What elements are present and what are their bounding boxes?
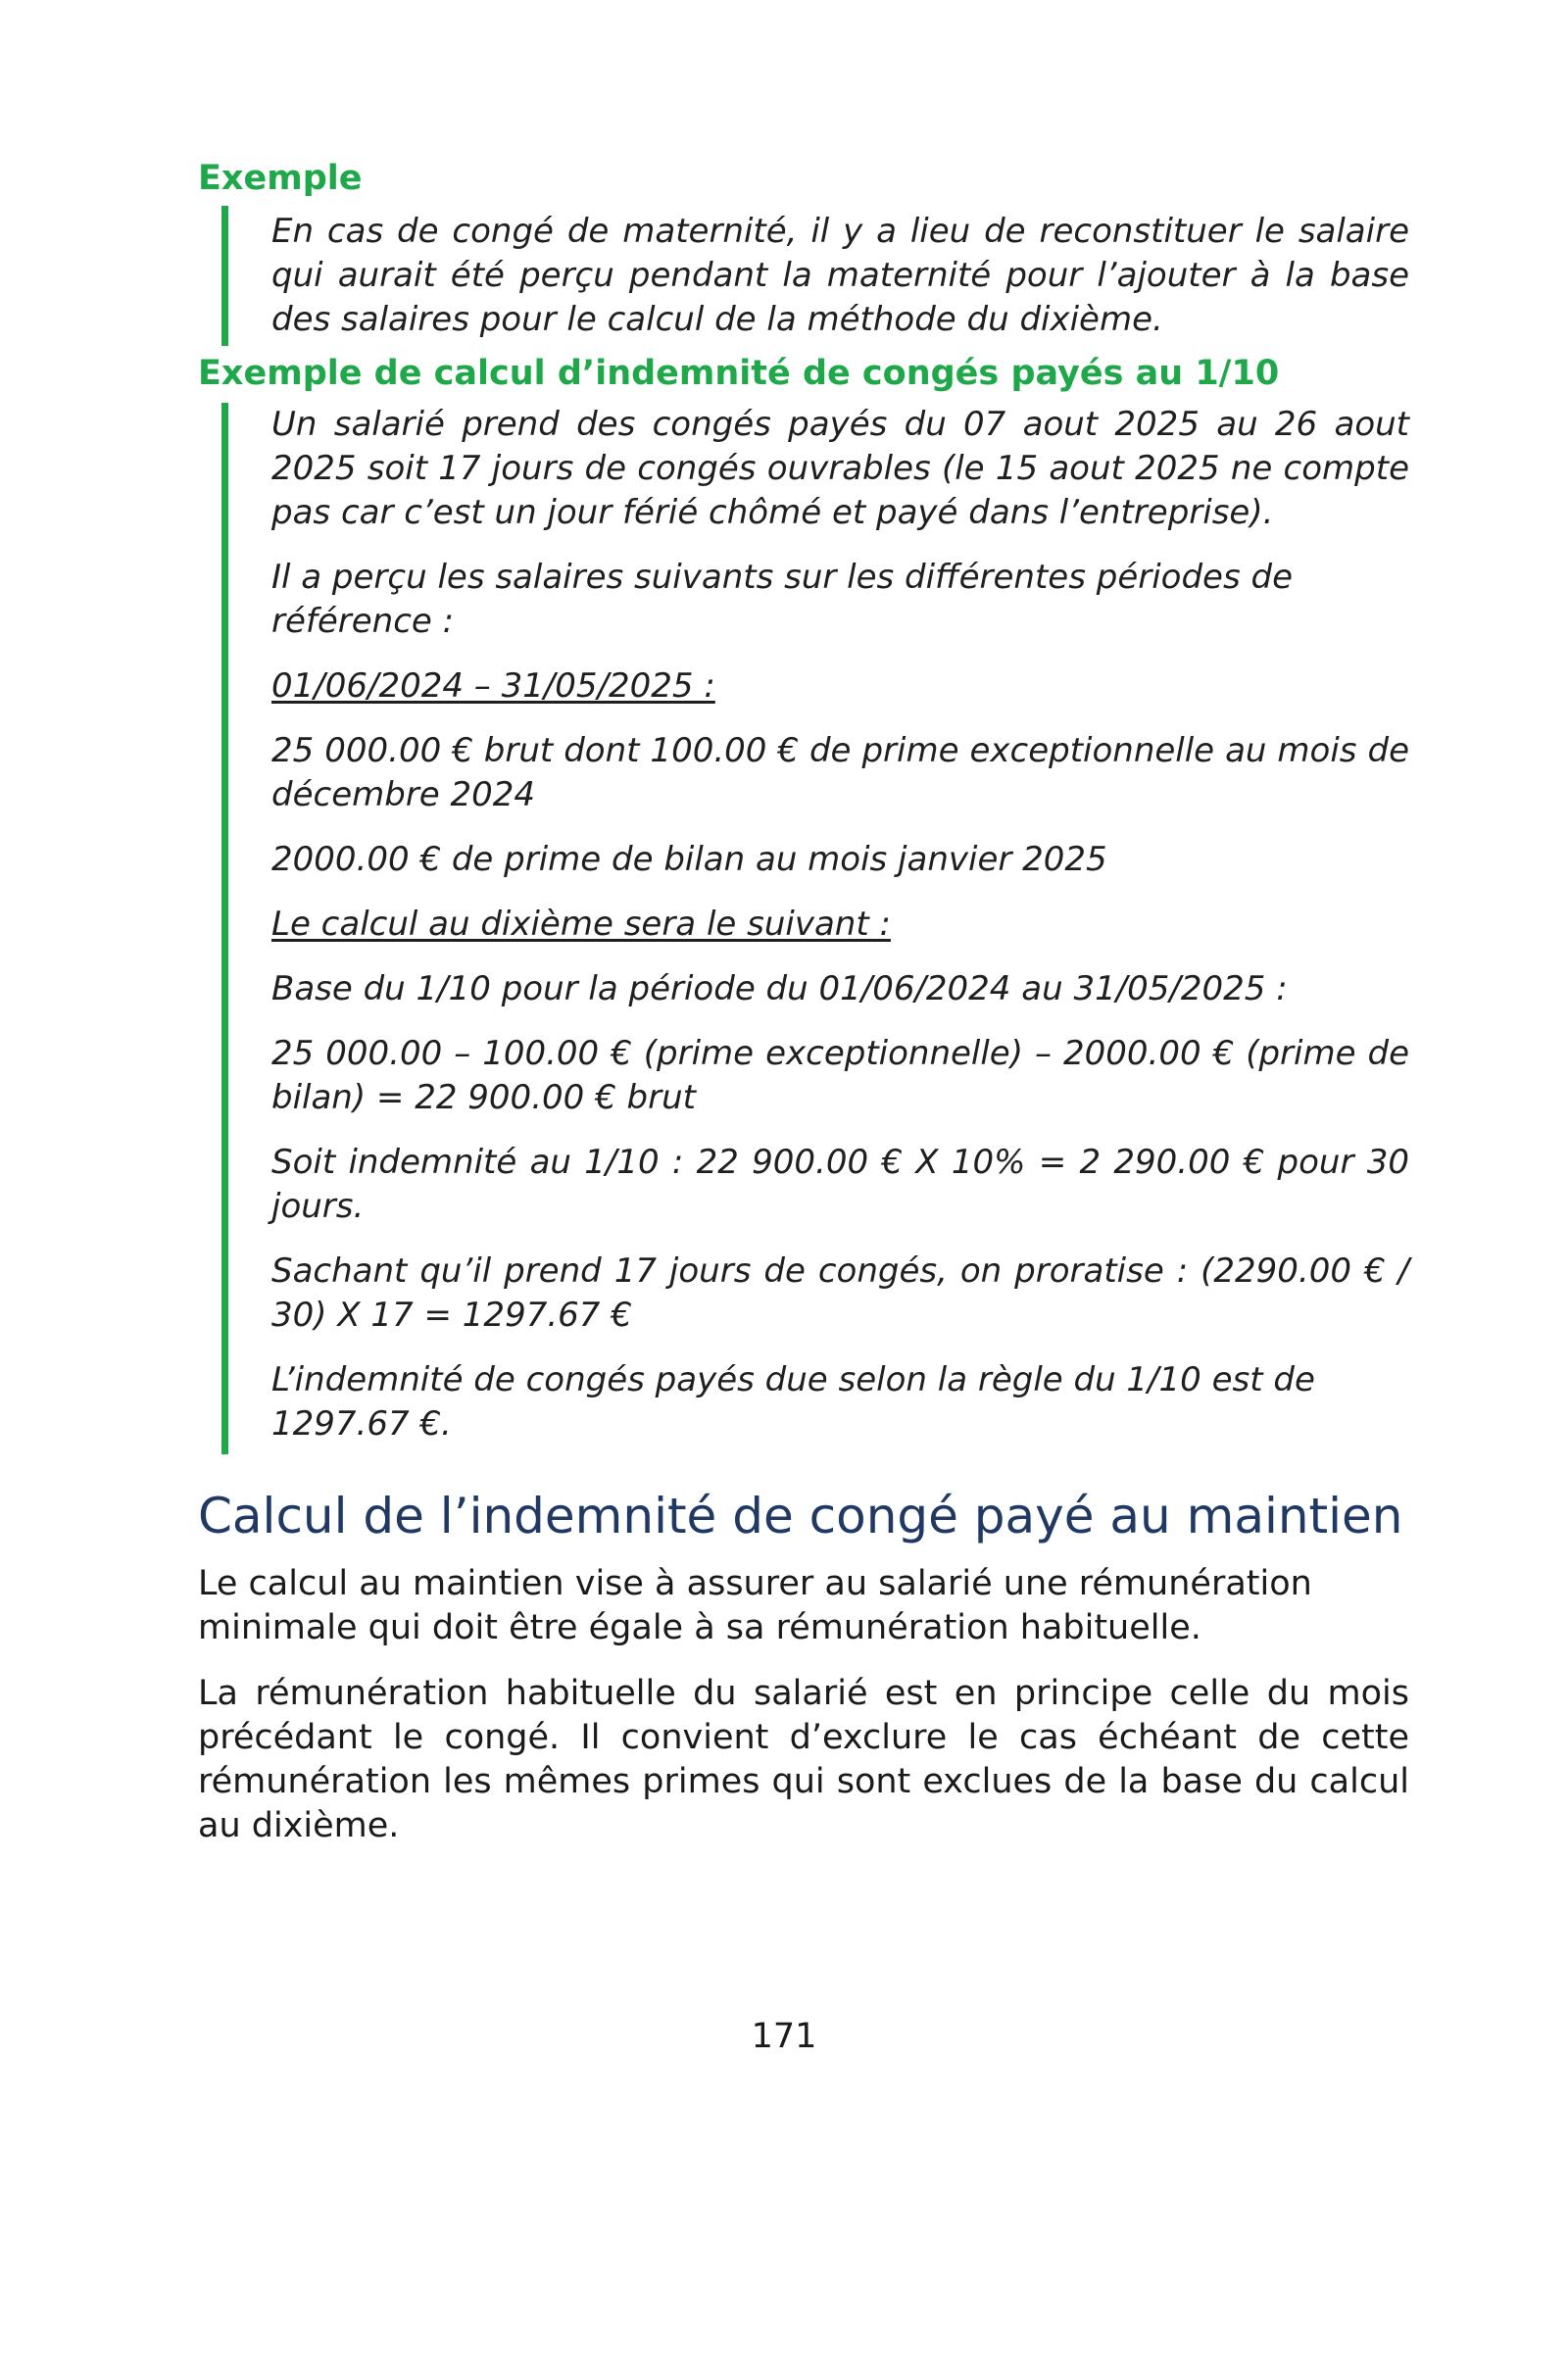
page-number: 171 [751, 2017, 817, 2056]
calc-paragraph-salaries-intro: Il a perçu les salaires suivants sur les différentes périodes de référence : [271, 558, 1293, 641]
calc-paragraph-balance-bonus: 2000.00 € de prime de bilan au mois janvier 2025 [271, 840, 1107, 879]
section-paragraph-maintien: Le calcul au maintien vise à assurer au salarié une rémunération minimale qui doit être égale à sa rémunération habituelle. [198, 1564, 1312, 1647]
calc-paragraph-leave-period: Un salarié prend des congés payés du 07 aout 2025 au 26 aout 2025 soit 17 jours de congés ouvrables (le 15 aout 2025 ne compte pas car c’est un jour férié chômé et payé dans l’entreprise). [271, 405, 1409, 532]
calc-paragraph-base-period: Base du 1/10 pour la période du 01/06/2024 au 31/05/2025 : [271, 969, 1288, 1008]
calc-example-box [221, 403, 1409, 1454]
section-title: Calcul de l’indemnité de congé payé au maintien [198, 1488, 1403, 1544]
calc-paragraph-base-formula: 25 000.00 – 100.00 € (prime exceptionnelle) – 2000.00 € (prime de bilan) = 22 900.00 € brut [271, 1034, 1409, 1117]
page-content [198, 155, 1409, 1848]
calc-example-heading: Exemple de calcul d’indemnité de congés payés au 1/10 [198, 354, 1280, 393]
example-box [221, 206, 1409, 346]
example-text: En cas de congé de maternité, il y a lieu de reconstituer le salaire qui aurait été perçu pendant la maternité pour l’ajouter à la base des salaires pour le calcul de la méthode du dixième. [271, 212, 1409, 339]
calc-paragraph-result: L’indemnité de congés payés due selon la règle du 1/10 est de 1297.67 €. [271, 1360, 1315, 1444]
example-heading: Exemple [198, 159, 363, 198]
section-paragraph-habituelle: La rémunération habituelle du salarié est en principe celle du mois précédant le congé. Il convient d’exclure le cas échéant de cette rémunération les mêmes primes qui sont exclues de la base du calcul au dixième. [198, 1674, 1409, 1845]
calc-paragraph-gross-salary: 25 000.00 € brut dont 100.00 € de prime exceptionnelle au mois de décembre 2024 [271, 731, 1409, 814]
calc-paragraph-calc-intro: Le calcul au dixième sera le suivant : [271, 905, 891, 944]
calc-paragraph-prorata: Sachant qu’il prend 17 jours de congés, on proratise : (2290.00 € / 30) X 17 = 1297.67 € [271, 1251, 1409, 1335]
calc-paragraph-indemnity: Soit indemnité au 1/10 : 22 900.00 € X 10% = 2 290.00 € pour 30 jours. [271, 1143, 1409, 1226]
calc-paragraph-reference-period: 01/06/2024 – 31/05/2025 : [271, 666, 715, 706]
